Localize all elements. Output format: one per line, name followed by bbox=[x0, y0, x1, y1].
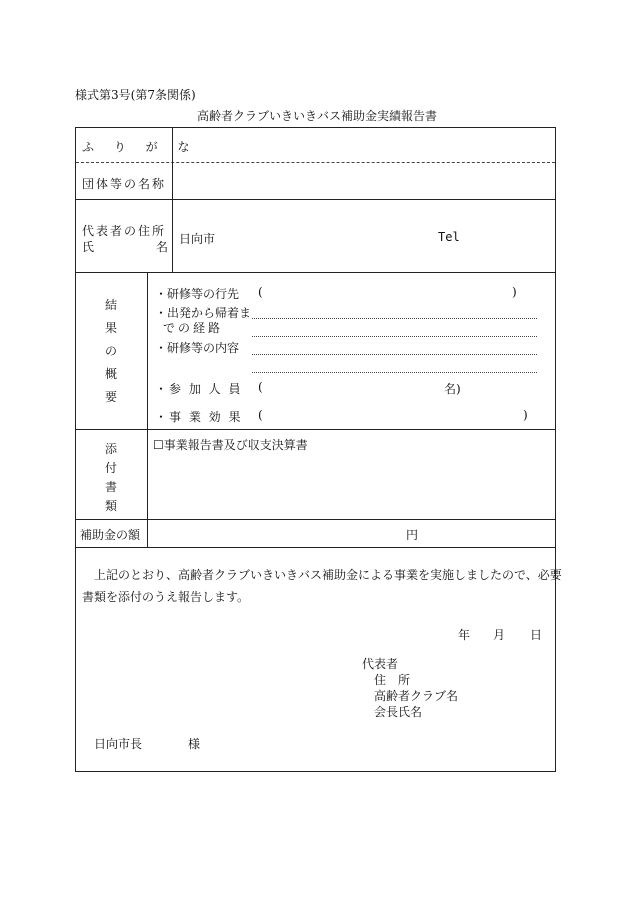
destination-open-paren: ( bbox=[258, 285, 263, 299]
tel-label: Tel bbox=[438, 230, 460, 244]
subsidy-label: 補助金の額 bbox=[80, 528, 141, 542]
destination-label: ・研修等の行先 bbox=[155, 287, 240, 301]
furigana-field[interactable] bbox=[173, 128, 555, 162]
participants-open-paren: ( bbox=[258, 380, 263, 394]
content-label: ・研修等の内容 bbox=[155, 341, 240, 355]
label-column-divider-bottom bbox=[147, 272, 148, 547]
effect-label: ・事 業 効 果 bbox=[155, 410, 243, 424]
rep-name-label-left: 氏 bbox=[82, 240, 95, 254]
addressee: 日向市長 bbox=[94, 737, 143, 751]
club-name-caption: 高齢者クラブ名 bbox=[374, 689, 459, 703]
destination-field[interactable] bbox=[266, 282, 510, 302]
date-year: 年 bbox=[458, 628, 471, 642]
participants-field[interactable] bbox=[266, 377, 442, 397]
addressee-honorific: 様 bbox=[188, 737, 201, 751]
rep-address-caption: 住 所 bbox=[374, 673, 411, 687]
representative-heading: 代表者 bbox=[362, 657, 399, 671]
rep-address-field[interactable] bbox=[173, 200, 555, 272]
form-number: 様式第3号(第7条関係) bbox=[75, 88, 196, 102]
president-name-caption: 会長氏名 bbox=[374, 705, 423, 719]
participants-unit: 名) bbox=[444, 382, 461, 396]
route-label-line1: ・出発から帰着ま bbox=[155, 306, 252, 320]
page-title: 高齢者クラブいきいきバス補助金実績報告書 bbox=[197, 109, 438, 123]
statement-line1: 上記のとおり、高齢者クラブいきいきバス補助金による事業を実施しましたので、必要 bbox=[94, 568, 562, 582]
group-name-field[interactable] bbox=[173, 163, 555, 199]
rep-name-label-right: 名 bbox=[156, 240, 169, 254]
result-label: 結 果 の 概 要 bbox=[104, 298, 117, 404]
subsidy-unit: 円 bbox=[406, 528, 419, 542]
attachments-label: 添 付 書 類 bbox=[104, 442, 117, 513]
effect-open-paren: ( bbox=[258, 408, 263, 422]
furigana-label: ふ り が な bbox=[82, 140, 198, 154]
route-label-line2: での経路 bbox=[163, 321, 224, 335]
date-month: 月 bbox=[493, 628, 506, 642]
statement-line2: 書類を添付のうえ報告します。 bbox=[82, 590, 250, 604]
route-field[interactable] bbox=[252, 303, 537, 337]
effect-close-paren: ) bbox=[523, 408, 528, 422]
effect-field[interactable] bbox=[266, 405, 520, 425]
row-divider-subsidy bbox=[76, 547, 555, 548]
address-prefix: 日向市 bbox=[179, 232, 216, 246]
rep-address-label: 代表者の住所 bbox=[82, 224, 167, 238]
date-day: 日 bbox=[530, 628, 543, 642]
attachment-checkbox-item[interactable]: ☐事業報告書及び収支決算書 bbox=[153, 438, 308, 452]
participants-label: ・参 加 人 員 bbox=[155, 382, 243, 396]
content-field[interactable] bbox=[252, 338, 537, 372]
group-name-label: 団体等の名称 bbox=[82, 177, 167, 191]
destination-close-paren: ) bbox=[512, 285, 517, 299]
subsidy-amount-field[interactable] bbox=[148, 520, 398, 547]
content-line-2 bbox=[252, 372, 537, 373]
